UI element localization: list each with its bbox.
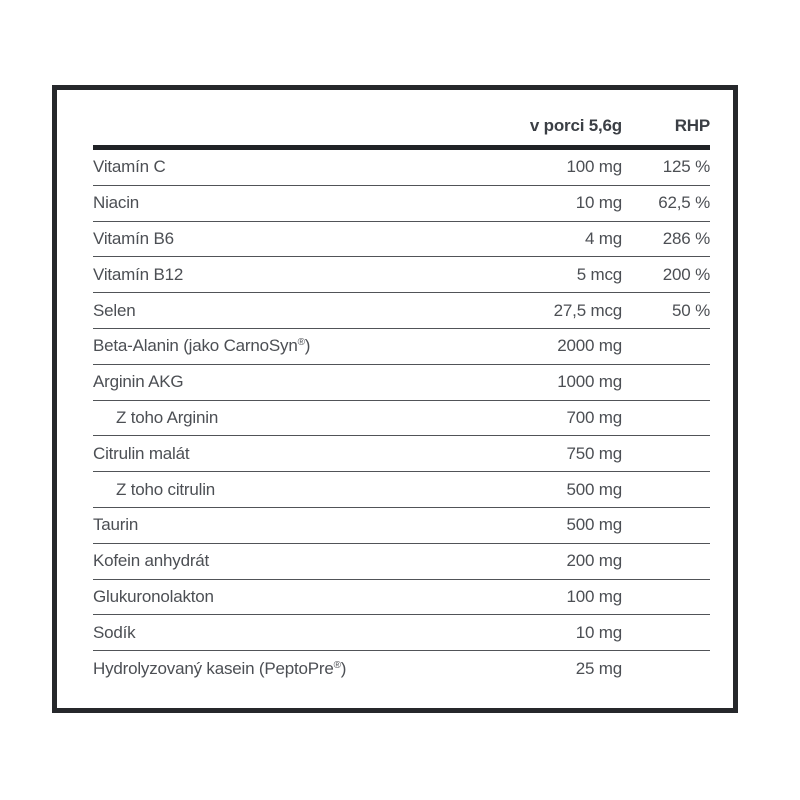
ingredient-rhp: 125 %: [662, 157, 710, 177]
header-col-rhp: RHP: [674, 116, 710, 135]
table-row: [93, 544, 710, 580]
ingredient-name: Hydrolyzovaný kasein (PeptoPre®): [93, 659, 347, 679]
ingredient-amount: 500 mg: [566, 515, 622, 535]
table-row: [93, 615, 710, 651]
ingredient-name: Glukuronolakton: [93, 586, 214, 606]
ingredient-name: Citrulin malát: [93, 443, 190, 463]
ingredient-name: Z toho citrulin: [116, 479, 216, 499]
ingredient-name: Niacin: [93, 193, 140, 213]
ingredient-name: Vitamín C: [93, 157, 166, 177]
table-row: [93, 293, 710, 329]
ingredient-name: Selen: [93, 300, 136, 320]
ingredient-amount: 25 mg: [575, 659, 622, 679]
table-row: [93, 508, 710, 544]
ingredient-name: Z toho Arginin: [116, 407, 219, 427]
ingredient-rhp: 50 %: [672, 300, 710, 320]
ingredient-rhp: 62,5 %: [658, 193, 710, 213]
ingredient-amount: 4 mg: [585, 228, 622, 248]
table-row: [93, 580, 710, 616]
table-row: [93, 436, 710, 472]
table-row-sub: [93, 401, 710, 437]
table-row: [93, 222, 710, 258]
header-col-serving: v porci 5,6g: [529, 116, 622, 135]
ingredient-name: Kofein anhydrát: [93, 551, 210, 571]
ingredient-name: Arginin AKG: [93, 372, 184, 392]
ingredient-amount: 1000 mg: [557, 372, 622, 392]
ingredient-amount: 700 mg: [566, 407, 622, 427]
nutrition-table-frame: [52, 85, 738, 713]
table-row: [93, 257, 710, 293]
ingredient-amount: 100 mg: [566, 157, 622, 177]
table-row-sub: [93, 472, 710, 508]
ingredient-amount: 10 mg: [575, 622, 622, 642]
ingredient-name: Vitamín B12: [93, 264, 184, 284]
ingredient-name: Taurin: [93, 515, 139, 535]
ingredient-amount: 750 mg: [566, 443, 622, 463]
table-row: [93, 651, 710, 687]
table-row: [93, 365, 710, 401]
ingredient-name: Beta-Alanin (jako CarnoSyn®): [93, 336, 311, 356]
ingredient-amount: 2000 mg: [557, 336, 622, 356]
ingredient-amount: 5 mcg: [576, 264, 622, 284]
ingredient-rhp: 200 %: [662, 264, 710, 284]
ingredient-amount: 100 mg: [566, 586, 622, 606]
ingredient-amount: 500 mg: [566, 479, 622, 499]
ingredient-name: Sodík: [93, 622, 136, 642]
ingredient-amount: 10 mg: [575, 193, 622, 213]
table-header-row: [93, 106, 710, 150]
table-row: [93, 150, 710, 186]
table-row: [93, 186, 710, 222]
ingredient-name: Vitamín B6: [93, 228, 174, 248]
ingredient-amount: 27,5 mcg: [553, 300, 622, 320]
nutrition-table: [93, 106, 710, 687]
table-row: [93, 329, 710, 365]
ingredient-rhp: 286 %: [662, 228, 710, 248]
ingredient-amount: 200 mg: [566, 551, 622, 571]
